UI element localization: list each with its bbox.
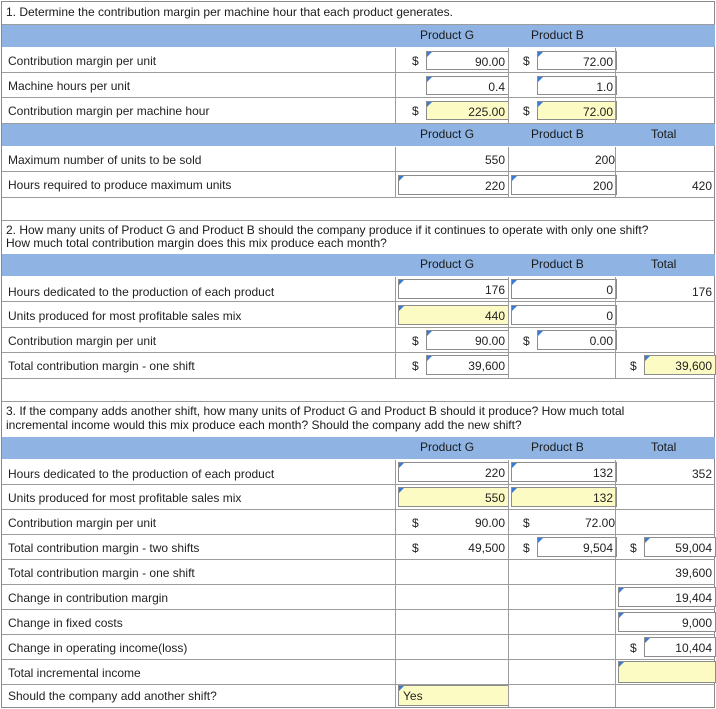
header-total: Total <box>651 440 677 454</box>
divider <box>2 220 715 221</box>
row-label: Change in contribution margin <box>8 591 169 605</box>
grid-line <box>508 277 509 378</box>
header-product-g: Product G <box>420 127 475 141</box>
table-row <box>2 302 715 328</box>
header-product-g: Product G <box>420 440 475 454</box>
machine-hours-b-input[interactable]: 1.0 <box>537 76 617 95</box>
dollar-sign: $ <box>523 104 530 118</box>
q3-units-b-input[interactable]: 132 <box>511 487 617 507</box>
grid-line <box>395 277 396 378</box>
table-row <box>2 635 715 660</box>
header-product-g: Product G <box>420 28 475 42</box>
value-cell: 550 <box>484 153 505 167</box>
table-row <box>2 485 715 510</box>
grid-line <box>395 460 396 707</box>
q2-hours-b-input[interactable]: 0 <box>511 279 617 299</box>
dollar-sign: $ <box>630 359 637 373</box>
q2-cm-b-input[interactable]: 0.00 <box>537 330 617 350</box>
value-cell: 352 <box>691 467 712 481</box>
header-band-1 <box>2 25 715 47</box>
header-product-b: Product B <box>531 127 584 141</box>
row-label: Contribution margin per unit <box>8 54 157 68</box>
header-product-b: Product B <box>531 440 584 454</box>
q3-total-incremental-input[interactable] <box>618 661 716 683</box>
dollar-sign: $ <box>630 641 637 655</box>
table-row <box>2 660 715 685</box>
q2-total-cm-g-input[interactable]: 39,600 <box>426 355 509 375</box>
header-total: Total <box>651 257 677 271</box>
row-label: Total contribution margin - one shift <box>8 566 195 580</box>
q3-prompt-line1: 3. If the company adds another shift, how many units of Product G and Product B should it produce? How much total <box>6 404 625 418</box>
hours-required-b-input[interactable]: 200 <box>511 175 617 195</box>
dollar-sign: $ <box>412 516 419 530</box>
q2-units-g-input[interactable]: 440 <box>398 305 509 325</box>
q3-hours-g-input[interactable]: 220 <box>398 462 509 482</box>
q2-cm-g-input[interactable]: 90.00 <box>426 330 509 350</box>
grid-line <box>615 277 616 378</box>
row-label: Machine hours per unit <box>8 79 131 93</box>
grid-line <box>508 147 509 197</box>
cm-per-hour-b-input[interactable]: 72.00 <box>537 101 617 120</box>
dollar-sign: $ <box>523 516 530 530</box>
table-row <box>2 48 715 73</box>
row-label: Contribution margin per machine hour <box>8 104 210 118</box>
table-row <box>2 585 715 610</box>
dollar-sign: $ <box>412 359 419 373</box>
q3-two-shift-total-input[interactable]: 59,004 <box>644 537 716 557</box>
q2-hours-g-input[interactable]: 176 <box>398 279 509 299</box>
q3-change-cm-input[interactable]: 19,404 <box>618 587 716 607</box>
header-product-b: Product B <box>531 257 584 271</box>
header-band-3 <box>2 254 715 276</box>
value-cell: 39,600 <box>675 566 712 580</box>
dollar-sign: $ <box>412 104 419 118</box>
dollar-sign: $ <box>523 54 530 68</box>
row-label: Units produced for most profitable sales mix <box>8 491 242 505</box>
header-product-b: Product B <box>531 28 584 42</box>
header-band-4 <box>2 437 715 459</box>
q2-units-b-input[interactable]: 0 <box>511 305 617 325</box>
q3-change-income-input[interactable]: 10,404 <box>644 637 716 657</box>
table-row <box>2 147 715 172</box>
row-label: Hours dedicated to the production of each product <box>8 285 275 299</box>
q3-hours-b-input[interactable]: 132 <box>511 462 617 482</box>
table-row <box>2 460 715 485</box>
q3-prompt-line2: incremental income would this mix produce each month? Should the company add the new shift? <box>6 418 522 432</box>
table-row <box>2 73 715 98</box>
grid-line <box>395 48 396 123</box>
dollar-sign: $ <box>412 54 419 68</box>
header-product-g: Product G <box>420 257 475 271</box>
hours-required-g-input[interactable]: 220 <box>398 175 509 195</box>
table-row <box>2 353 715 379</box>
row-label: Contribution margin per unit <box>8 516 157 530</box>
grid-line <box>615 460 616 707</box>
header-band-2 <box>2 124 715 146</box>
table-row <box>2 328 715 353</box>
dollar-sign: $ <box>412 334 419 348</box>
table-row <box>2 98 715 124</box>
table-row <box>2 560 715 585</box>
row-label: Hours required to produce maximum units <box>8 178 232 192</box>
table-row <box>2 172 715 198</box>
q3-change-fixed-input[interactable]: 9,000 <box>618 612 716 632</box>
row-label: Maximum number of units to be sold <box>8 153 202 167</box>
divider <box>2 401 715 402</box>
q2-prompt-line1: 2. How many units of Product G and Product B should the company produce if it continues to operate with only one shift? <box>6 223 649 237</box>
grid-line <box>395 147 396 197</box>
row-label: Change in operating income(loss) <box>8 641 188 655</box>
dollar-sign: $ <box>412 541 419 555</box>
row-label: Total contribution margin - one shift <box>8 359 195 373</box>
q2-prompt-line2: How much total contribution margin does this mix produce each month? <box>6 236 387 250</box>
table-row <box>2 610 715 635</box>
row-label: Contribution margin per unit <box>8 334 157 348</box>
value-cell: 90.00 <box>474 516 505 530</box>
table-row <box>2 277 715 302</box>
cm-per-unit-g-input[interactable]: 90.00 <box>426 51 509 70</box>
q3-two-shift-cm-b-input[interactable]: 9,504 <box>537 537 617 557</box>
q1-prompt: 1. Determine the contribution margin per machine hour that each product generates. <box>6 5 453 19</box>
cm-per-unit-b-input[interactable]: 72.00 <box>537 51 617 70</box>
row-label: Hours dedicated to the production of each product <box>8 467 275 481</box>
table-row <box>2 685 715 707</box>
value-cell: 176 <box>691 285 712 299</box>
row-label: Total contribution margin - two shifts <box>8 541 200 555</box>
grid-line <box>615 48 616 123</box>
value-cell: 72.00 <box>584 516 615 530</box>
dollar-sign: $ <box>630 541 637 555</box>
q3-units-g-input[interactable]: 550 <box>398 487 509 507</box>
row-label: Change in fixed costs <box>8 616 123 630</box>
row-label: Units produced for most profitable sales mix <box>8 309 242 323</box>
header-total: Total <box>651 127 677 141</box>
value-cell: 420 <box>691 179 712 193</box>
dollar-sign: $ <box>523 334 530 348</box>
grid-line <box>615 147 616 197</box>
cm-per-hour-g-input[interactable]: 225.00 <box>426 101 509 120</box>
table-row <box>2 535 715 560</box>
grid-line <box>508 48 509 123</box>
value-cell: 49,500 <box>468 541 505 555</box>
q2-total-cm-input[interactable]: 39,600 <box>644 355 716 375</box>
grid-line <box>508 460 509 707</box>
machine-hours-g-input[interactable]: 0.4 <box>426 76 509 95</box>
row-label: Should the company add another shift? <box>8 689 217 703</box>
value-cell: 200 <box>594 153 615 167</box>
add-shift-answer-select[interactable]: Yes <box>398 685 509 706</box>
dollar-sign: $ <box>523 541 530 555</box>
table-row <box>2 510 715 535</box>
row-label: Total incremental income <box>8 666 141 680</box>
